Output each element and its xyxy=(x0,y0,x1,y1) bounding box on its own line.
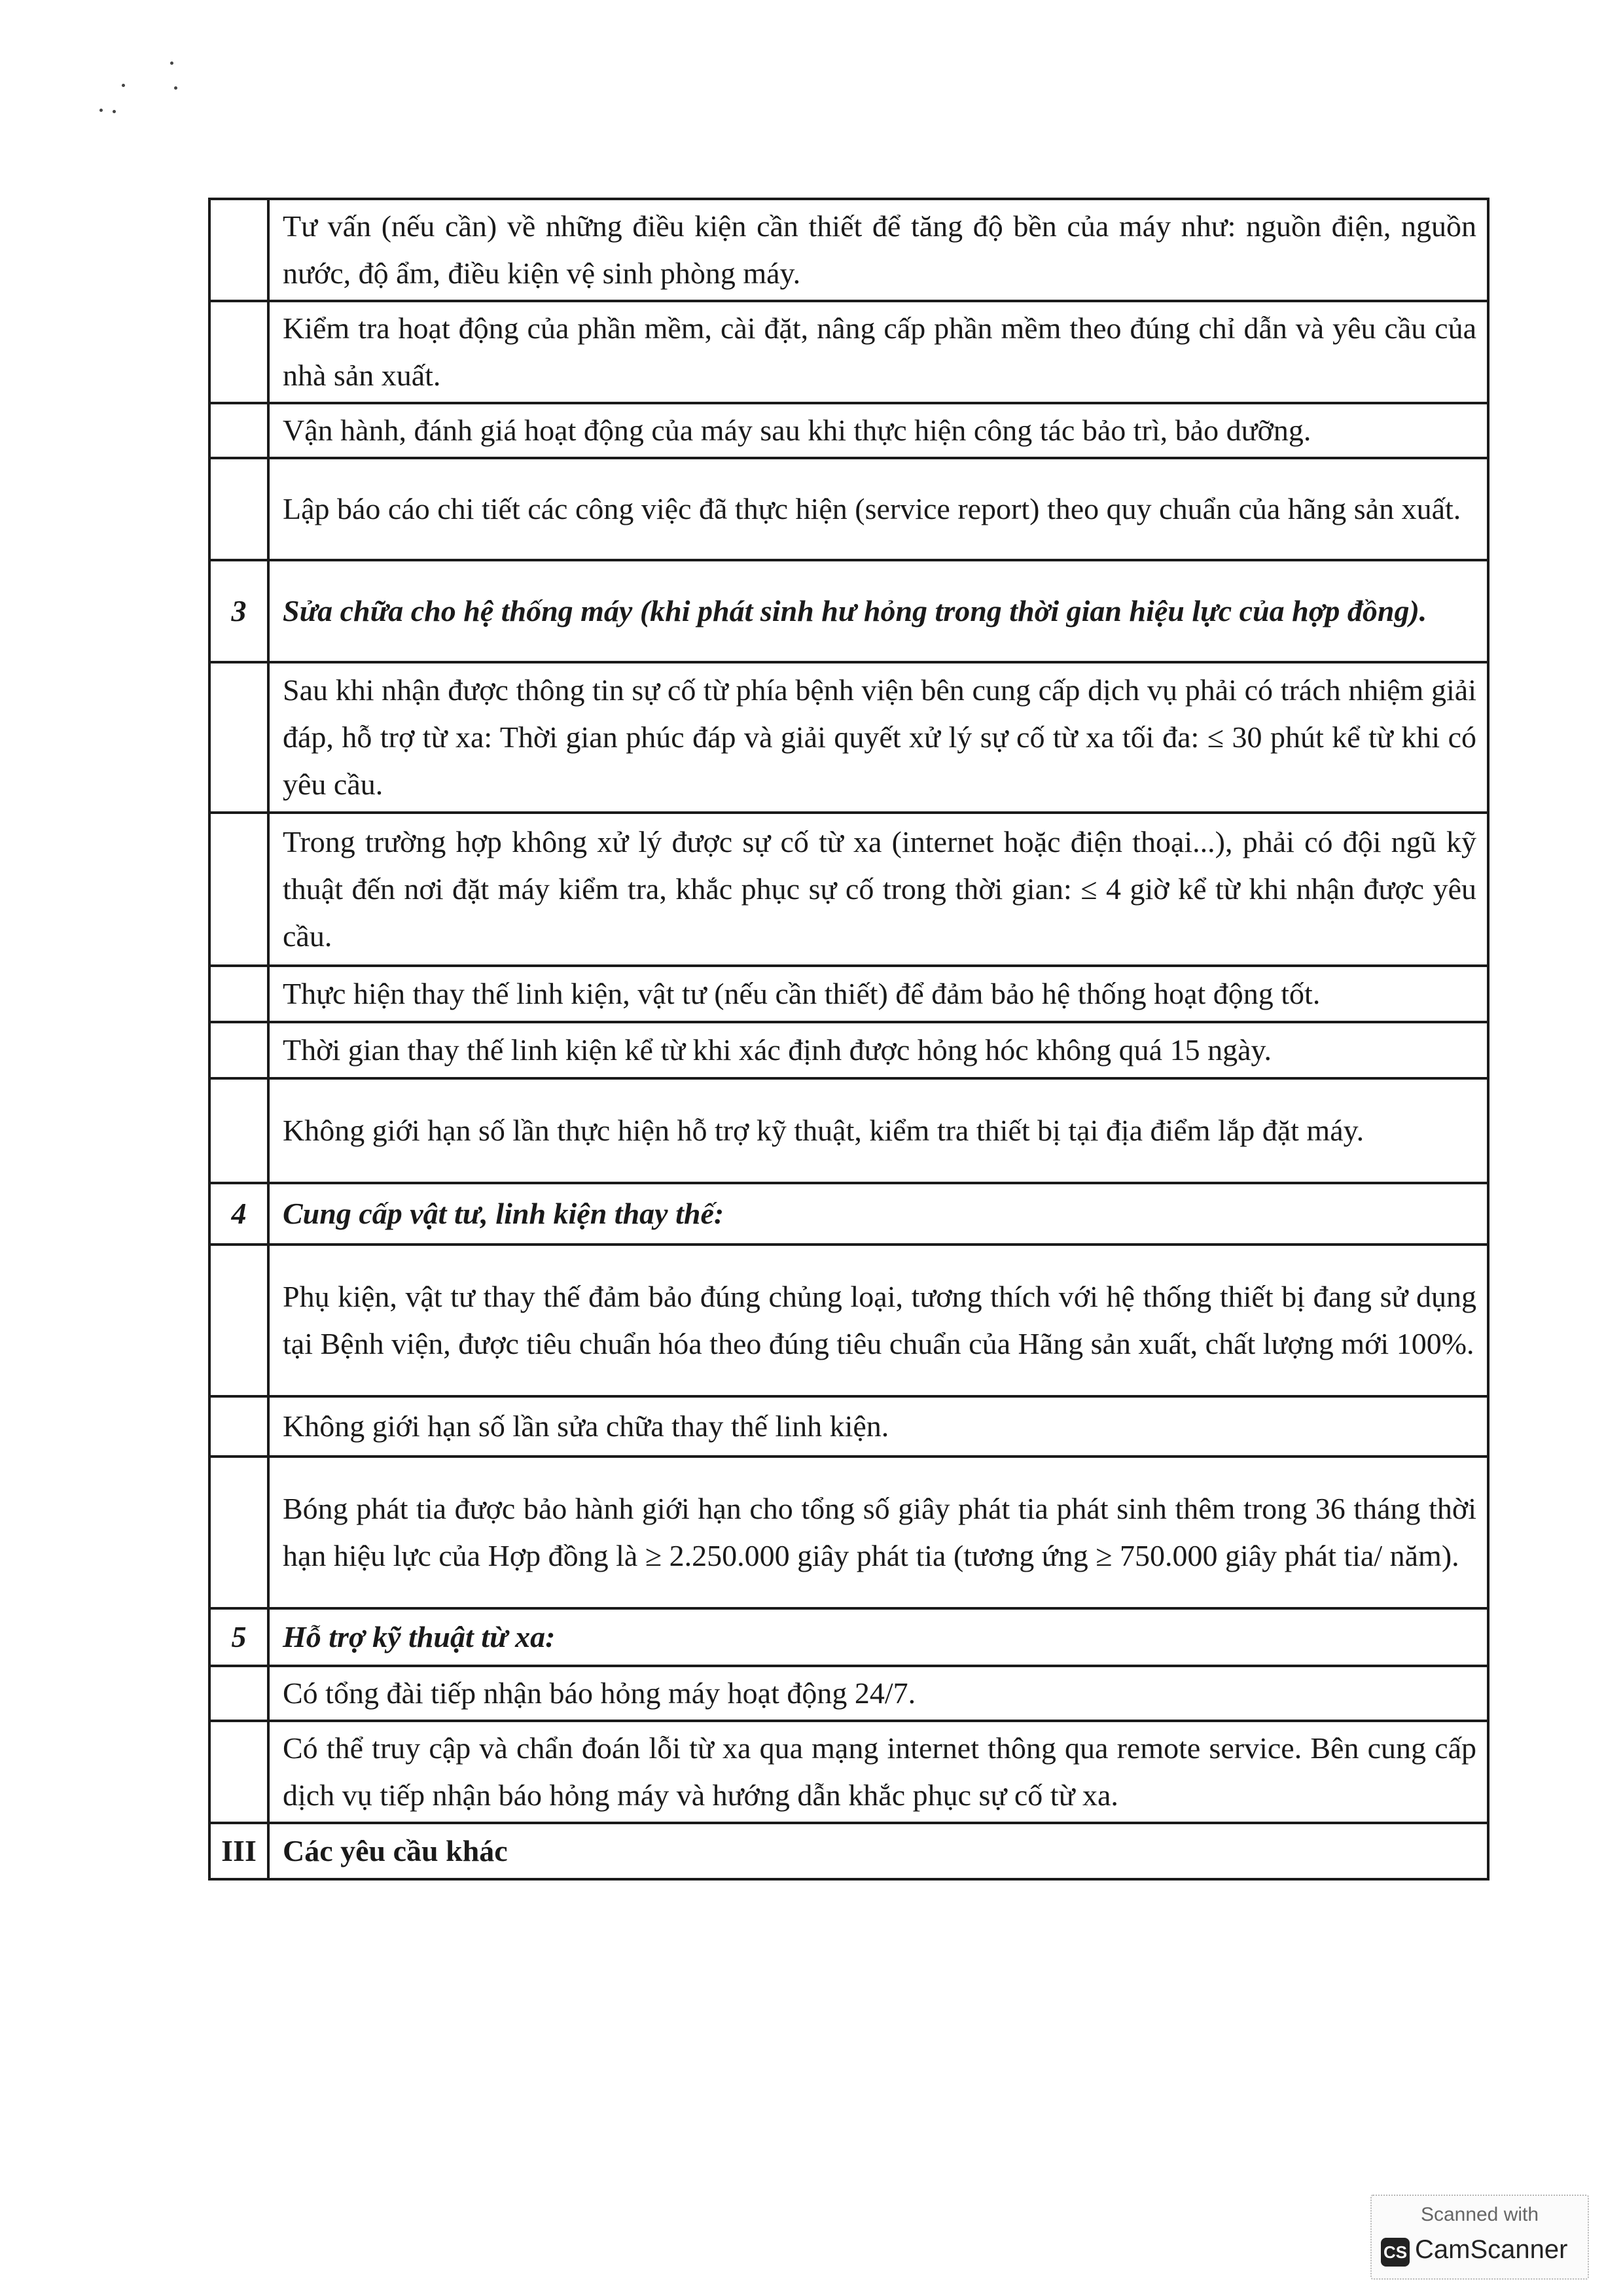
table-row xyxy=(209,458,1488,560)
row-number xyxy=(209,1666,268,1721)
table-row xyxy=(209,1078,1488,1183)
table-row xyxy=(209,1396,1488,1457)
row-text: Tư vấn (nếu cần) về những điều kiện cần thiết để tăng độ bền của máy như: nguồn điện, nguồn nước, độ ẩm, điều kiện vệ sinh phòng máy. xyxy=(268,199,1488,301)
scan-specks xyxy=(98,52,190,131)
row-number xyxy=(209,1721,268,1823)
section-heading: Sửa chữa cho hệ thống máy (khi phát sinh hư hỏng trong thời gian hiệu lực của hợp đồng). xyxy=(268,560,1488,662)
row-number xyxy=(209,1396,268,1457)
table-row xyxy=(209,1245,1488,1396)
row-text: Không giới hạn số lần sửa chữa thay thế linh kiện. xyxy=(268,1396,1488,1457)
table-row xyxy=(209,199,1488,301)
camscanner-logo-icon: CS xyxy=(1381,2238,1410,2267)
table-row xyxy=(209,1721,1488,1823)
row-text: Sau khi nhận được thông tin sự cố từ phía bệnh viện bên cung cấp dịch vụ phải có trách nhiệm giải đáp, hỗ trợ từ xa: Thời gian phúc đáp và giải quyết xử lý sự cố từ xa tối đa: ≤ 30 phút kể từ khi có yêu cầu. xyxy=(268,662,1488,813)
row-number xyxy=(209,458,268,560)
row-text: Kiểm tra hoạt động của phần mềm, cài đặt, nâng cấp phần mềm theo đúng chỉ dẫn và yêu cầu của nhà sản xuất. xyxy=(268,301,1488,403)
table-row xyxy=(209,1183,1488,1245)
camscanner-watermark xyxy=(1370,2195,1589,2280)
table-row xyxy=(209,560,1488,662)
row-text: Có thể truy cập và chẩn đoán lỗi từ xa qua mạng internet thông qua remote service. Bên cung cấp dịch vụ tiếp nhận báo hỏng máy và hướng dẫn khắc phục sự cố từ xa. xyxy=(268,1721,1488,1823)
table-row xyxy=(209,813,1488,966)
table-row xyxy=(209,1666,1488,1721)
section-heading: Cung cấp vật tư, linh kiện thay thế: xyxy=(268,1183,1488,1245)
section-number: 4 xyxy=(209,1183,268,1245)
row-number xyxy=(209,301,268,403)
row-text: Thời gian thay thế linh kiện kể từ khi xác định được hỏng hóc không quá 15 ngày. xyxy=(268,1022,1488,1078)
row-number xyxy=(209,966,268,1022)
section-number: 3 xyxy=(209,560,268,662)
section-heading: Hỗ trợ kỹ thuật từ xa: xyxy=(268,1608,1488,1666)
section-heading: Các yêu cầu khác xyxy=(268,1823,1488,1879)
table-row xyxy=(209,662,1488,813)
requirements-table xyxy=(208,198,1489,1881)
row-text: Vận hành, đánh giá hoạt động của máy sau khi thực hiện công tác bảo trì, bảo dưỡng. xyxy=(268,403,1488,458)
table-row xyxy=(209,1022,1488,1078)
row-number xyxy=(209,403,268,458)
table-row xyxy=(209,966,1488,1022)
row-number xyxy=(209,662,268,813)
watermark-brand: CamScanner xyxy=(1415,2235,1568,2264)
section-number: III xyxy=(209,1823,268,1879)
row-number xyxy=(209,1022,268,1078)
row-number xyxy=(209,813,268,966)
row-text: Thực hiện thay thế linh kiện, vật tư (nếu cần thiết) để đảm bảo hệ thống hoạt động tốt. xyxy=(268,966,1488,1022)
row-text: Phụ kiện, vật tư thay thế đảm bảo đúng chủng loại, tương thích với hệ thống thiết bị đang sử dụng tại Bệnh viện, được tiêu chuẩn hóa theo đúng tiêu chuẩn của Hãng sản xuất, chất lượng mới 100%. xyxy=(268,1245,1488,1396)
row-text: Bóng phát tia được bảo hành giới hạn cho tổng số giây phát tia phát sinh thêm trong 36 tháng thời hạn hiệu lực của Hợp đồng là ≥ 2.250.000 giây phát tia (tương ứng ≥ 750.000 giây phát tia/ năm). xyxy=(268,1457,1488,1608)
table-row xyxy=(209,1823,1488,1879)
row-text: Có tổng đài tiếp nhận báo hỏng máy hoạt động 24/7. xyxy=(268,1666,1488,1721)
row-number xyxy=(209,1078,268,1183)
row-number xyxy=(209,1245,268,1396)
watermark-caption: Scanned with xyxy=(1420,2204,1539,2225)
row-text: Không giới hạn số lần thực hiện hỗ trợ kỹ thuật, kiểm tra thiết bị tại địa điểm lắp đặt máy. xyxy=(268,1078,1488,1183)
row-number xyxy=(209,199,268,301)
table-row xyxy=(209,301,1488,403)
table-row xyxy=(209,403,1488,458)
table-row xyxy=(209,1608,1488,1666)
section-number: 5 xyxy=(209,1608,268,1666)
row-text: Lập báo cáo chi tiết các công việc đã thực hiện (service report) theo quy chuẩn của hãng sản xuất. xyxy=(268,458,1488,560)
row-number xyxy=(209,1457,268,1608)
row-text: Trong trường hợp không xử lý được sự cố từ xa (internet hoặc điện thoại...), phải có đội ngũ kỹ thuật đến nơi đặt máy kiểm tra, khắc phục sự cố trong thời gian: ≤ 4 giờ kể từ khi nhận được yêu cầu. xyxy=(268,813,1488,966)
table-row xyxy=(209,1457,1488,1608)
